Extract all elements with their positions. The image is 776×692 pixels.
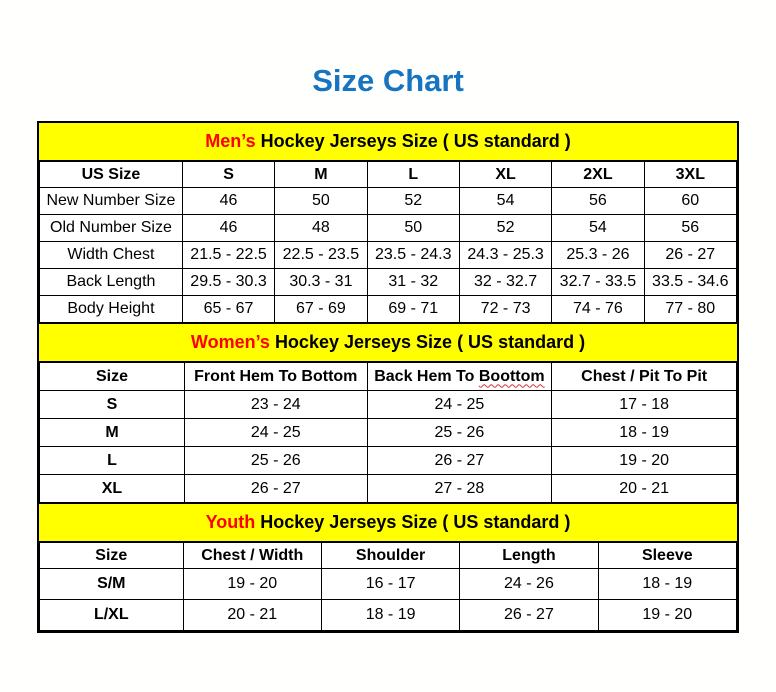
youth-size-table — [39, 542, 737, 631]
misspelled-word: Boottom — [478, 367, 545, 385]
column-header: L — [367, 162, 459, 188]
youth-section-banner — [39, 503, 737, 542]
column-header: S — [182, 162, 274, 188]
table-row — [40, 188, 737, 215]
size-value: 26 - 27 — [460, 600, 598, 631]
size-value: 25 - 26 — [184, 447, 367, 475]
column-header: Front Hem To Bottom — [184, 363, 367, 391]
size-tables — [37, 121, 739, 633]
size-value: 20 - 21 — [552, 475, 737, 503]
page-title: Size Chart — [312, 63, 464, 98]
table-row — [40, 475, 737, 503]
womens-header-row — [40, 363, 737, 391]
row-label: Back Length — [40, 269, 183, 296]
column-header: Chest / Pit To Pit — [552, 363, 737, 391]
column-header: Size — [40, 363, 185, 391]
size-value: 26 - 27 — [184, 475, 367, 503]
mens-header-row — [40, 162, 737, 188]
size-value: 19 - 20 — [552, 447, 737, 475]
size-value: 74 - 76 — [552, 296, 644, 323]
size-value: 18 - 19 — [321, 600, 459, 631]
womens-banner-highlight: Women’s — [190, 332, 270, 352]
row-label: XL — [40, 475, 185, 503]
youth-header-row — [40, 543, 737, 569]
size-value: 24 - 25 — [367, 391, 552, 419]
size-value: 54 — [459, 188, 551, 215]
youth-banner-highlight: Youth — [205, 512, 256, 532]
size-value: 60 — [644, 188, 736, 215]
size-value: 18 - 19 — [552, 419, 737, 447]
size-value: 17 - 18 — [552, 391, 737, 419]
column-header: US Size — [40, 162, 183, 188]
size-value: 46 — [182, 188, 274, 215]
column-header: Shoulder — [321, 543, 459, 569]
column-header-text: Back Hem To — [374, 367, 475, 385]
size-value: 29.5 - 30.3 — [182, 269, 274, 296]
column-header — [367, 363, 552, 391]
size-value: 50 — [367, 215, 459, 242]
mens-section-banner — [39, 123, 737, 161]
mens-banner-highlight: Men’s — [205, 131, 256, 151]
row-label: S — [40, 391, 185, 419]
size-value: 69 - 71 — [367, 296, 459, 323]
size-value: 20 - 21 — [183, 600, 321, 631]
size-value: 46 — [182, 215, 274, 242]
row-label: L — [40, 447, 185, 475]
size-value: 67 - 69 — [275, 296, 367, 323]
row-label: Width Chest — [40, 242, 183, 269]
size-value: 31 - 32 — [367, 269, 459, 296]
row-label: S/M — [40, 569, 184, 600]
size-value: 24.3 - 25.3 — [459, 242, 551, 269]
size-value: 52 — [367, 188, 459, 215]
youth-banner-text: Hockey Jerseys Size ( US standard ) — [260, 512, 571, 532]
table-row — [40, 447, 737, 475]
womens-section-banner — [39, 323, 737, 362]
table-row — [40, 600, 737, 631]
size-value: 32 - 32.7 — [459, 269, 551, 296]
table-row — [40, 419, 737, 447]
size-value: 27 - 28 — [367, 475, 552, 503]
size-value: 25 - 26 — [367, 419, 552, 447]
size-value: 19 - 20 — [598, 600, 736, 631]
row-label: M — [40, 419, 185, 447]
column-header: XL — [459, 162, 551, 188]
size-value: 22.5 - 23.5 — [275, 242, 367, 269]
size-value: 72 - 73 — [459, 296, 551, 323]
table-row — [40, 215, 737, 242]
womens-size-table — [39, 362, 737, 503]
column-header: 2XL — [552, 162, 644, 188]
size-value: 56 — [552, 188, 644, 215]
table-row — [40, 296, 737, 323]
size-value: 25.3 - 26 — [552, 242, 644, 269]
size-value: 23.5 - 24.3 — [367, 242, 459, 269]
table-row — [40, 391, 737, 419]
size-value: 50 — [275, 188, 367, 215]
size-value: 77 - 80 — [644, 296, 736, 323]
column-header: Size — [40, 543, 184, 569]
row-label: L/XL — [40, 600, 184, 631]
mens-banner-text: Hockey Jerseys Size ( US standard ) — [260, 131, 571, 151]
mens-size-table — [39, 161, 737, 323]
size-value: 19 - 20 — [183, 569, 321, 600]
size-value: 24 - 25 — [184, 419, 367, 447]
row-label: Body Height — [40, 296, 183, 323]
size-value: 18 - 19 — [598, 569, 736, 600]
size-value: 33.5 - 34.6 — [644, 269, 736, 296]
size-value: 26 - 27 — [644, 242, 736, 269]
row-label: New Number Size — [40, 188, 183, 215]
row-label: Old Number Size — [40, 215, 183, 242]
size-value: 65 - 67 — [182, 296, 274, 323]
table-row — [40, 569, 737, 600]
size-value: 24 - 26 — [460, 569, 598, 600]
table-row — [40, 269, 737, 296]
size-value: 56 — [644, 215, 736, 242]
size-value: 30.3 - 31 — [275, 269, 367, 296]
column-header: Length — [460, 543, 598, 569]
size-value: 32.7 - 33.5 — [552, 269, 644, 296]
column-header: M — [275, 162, 367, 188]
size-value: 52 — [459, 215, 551, 242]
size-value: 16 - 17 — [321, 569, 459, 600]
size-value: 23 - 24 — [184, 391, 367, 419]
column-header: Sleeve — [598, 543, 736, 569]
size-value: 21.5 - 22.5 — [182, 242, 274, 269]
column-header: 3XL — [644, 162, 736, 188]
size-value: 48 — [275, 215, 367, 242]
womens-banner-text: Hockey Jerseys Size ( US standard ) — [274, 332, 586, 352]
size-value: 26 - 27 — [367, 447, 552, 475]
table-row — [40, 242, 737, 269]
size-value: 54 — [552, 215, 644, 242]
column-header: Chest / Width — [183, 543, 321, 569]
